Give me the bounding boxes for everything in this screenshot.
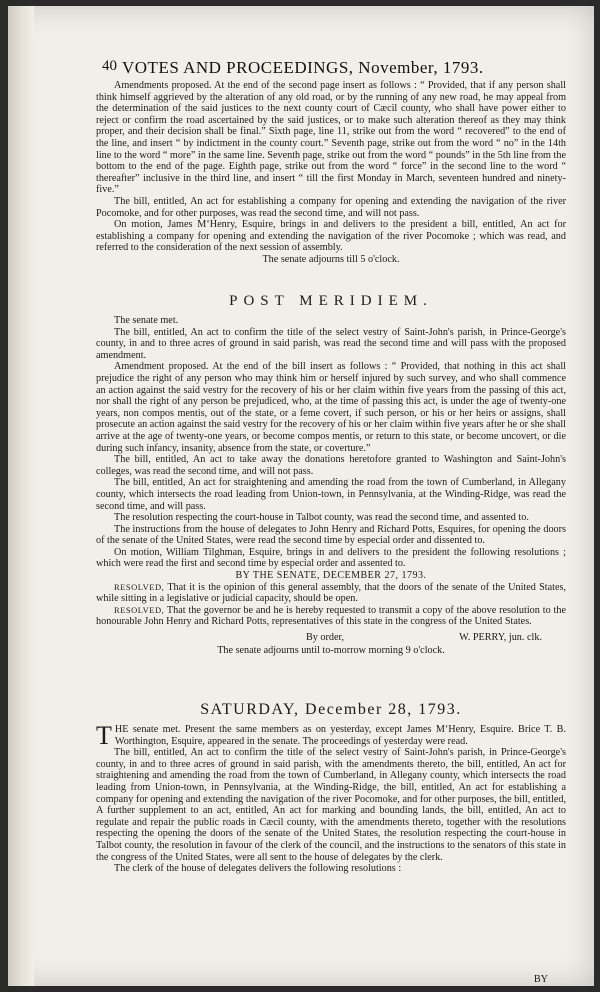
resolution-2 xyxy=(96,605,566,628)
paragraph-amendments: Amendments proposed. At the end of the second page insert as follows : “ Provided, that if any person shall think himself aggrieved by the alteration of any old road, or by the running of any new road, he may appeal from the determination of the said justices to the next county court of Cæcil county, who shall have power either to reject or confirm the road ascertained by the said justices, or to make such alteration thereof as they may think proper, and their decision shall be final.” Sixth page, line 11, strike out from the word “ recovered” to the end of the line, and insert “ by indictment in the county court.” Seventh page, strike out from the word “ no” in the 14th line to the word “ more” in the same line. Seventh page, strike out from the word “ pounds” in the 5th line from the bottom to the end of the page. Eighth page, strike out from the word “ force” in the second line to the word “ thereafter” inclusive in the third line, and insert “ till the first Monday in March, seventeen hundred and ninety-five.” xyxy=(96,80,566,196)
top-section xyxy=(96,80,566,266)
resolution-text: That the governor be and he is hereby requested to transmit a copy of the above resolution to the honourable John Henry and Richard Potts, representatives of this state in the congress of the United States. xyxy=(96,604,566,628)
drop-cap: T xyxy=(96,721,112,750)
pm-section xyxy=(96,315,566,657)
paragraph-instructions: The instructions from the house of delegates to John Henry and Richard Potts, Esquires, for opening the doors of the senate of the United States, were read the second time by especial order and dissented to. xyxy=(96,523,566,547)
resolved-label: RESOLVED, xyxy=(114,581,165,592)
clerk-signature: W. PERRY, jun. clk. xyxy=(459,632,542,644)
resolution-text: That it is the opinion of this general assembly, that the doors of the senate of the United States, while sitting in a legislative or judicial capacity, should be open. xyxy=(96,581,566,605)
signature-line xyxy=(96,632,566,645)
adjourn-notice: The senate adjourns till 5 o'clock. xyxy=(262,253,400,265)
paragraph-pocomoke-bill: The bill, entitled, An act for establishing a company for opening and extending the navigation of the river Pocomoke, and for other purposes, was read the second time, and will not pass. xyxy=(96,195,566,219)
paragraph-vestry-amendment: Amendment proposed. At the end of the bill insert as follows : “ Provided, that nothing in this act shall prejudice the right of any person who may think him or herself injured by such survey, and who shall commence an action against the said vestry for the recovery of his or her claim within five years from the passing of this act, nor shall the right of any person be prejudiced, who, at the time of passing this act, is under the age of twenty-one years, non compos mentis, out of the state, or a feme covert, if such person, or his or her heirs or assigns, shall prosecute an action against the said vestry for the recovery of his or her claim within five years after he or she shall arrive at the age of twenty-one years, or become compos mentis, or return to this state, or become uncovert, or die during such infancy, insanity, absence from the state, or coverture.” xyxy=(96,361,566,454)
adjourn-notice-2: The senate adjourns until to-morrow morning 9 o'clock. xyxy=(217,645,445,657)
paragraph-cumberland-bill: The bill, entitled, An act for straightening and amending the road from the town of Cumberland, in Allegany county, which intersects the road leading from Union-town, in Pennsylvania, at the Winding-Ridge, was read the second time, and will pass. xyxy=(96,477,566,512)
running-head xyxy=(96,58,566,76)
by-the-senate-line: BY THE SENATE, DECEMBER 27, 1793. xyxy=(235,570,427,582)
by-order: By order, xyxy=(306,632,345,644)
paragraph-clerk-delivers: The clerk of the house of delegates delivers the following resolutions : xyxy=(114,863,402,875)
post-meridiem-heading: POST MERIDIEM. xyxy=(229,293,433,309)
binding-gutter xyxy=(8,6,34,986)
saturday-heading: SATURDAY, December 28, 1793. xyxy=(200,701,462,718)
paragraph-mchenry-motion: On motion, James M‘Henry, Esquire, brings in and delivers to the president a bill, entitled, An act for establishing a company for opening and extending the navigation of the river Pocomoke ; which was read, and referred to the consideration of the next session of assembly. xyxy=(96,219,566,254)
saturday-section xyxy=(96,721,566,986)
resolution-1 xyxy=(96,582,566,605)
paragraph-senate-met: The senate met. xyxy=(114,315,179,326)
running-title: VOTES AND PROCEEDINGS, November, 1793. xyxy=(122,58,484,77)
page-number: 40 xyxy=(102,58,117,74)
paragraph-vestry-bill: The bill, entitled, An act to confirm the title of the select vestry of Saint-John's parish, in Prince-George's county, in and to three acres of ground in said parish, was read the second time and will pass with the proposed amendment. xyxy=(96,326,566,361)
catchword: BY xyxy=(533,974,548,986)
paragraph-courthouse-resolution: The resolution respecting the court-house in Talbot county, was read the second time, and assented to. xyxy=(114,512,529,524)
saturday-opening xyxy=(96,721,566,750)
paragraph-bills-sent: The bill, entitled, An act to confirm the title of the select vestry of Saint-John's parish, in Prince-George's county, in and to three acres of ground in said parish, with the amendments thereto, the bill, entitled, An act for straightening and amending the road from the town of Cumberland, in Allegany county, which intersects the road leading from Union-town, in Pennsylvania, at the Winding-Ridge, the bill, entitled, An act for establishing a company for opening and extending the navigation of the river Pocomoke, and for other purposes, the bill, entitled, A further supplement to an act, entitled, An act for marking and bounding lands, the bill, entitled, An act to regulate and repair the public roads in Cæcil county, with the amendments thereto, together with the resolutions respecting the opening the doors of the senate of the United States, the resolution respecting the court-house in Talbot county, the resolution in favour of the clerk of the council, and the instructions to the senators of this state in the congress of the United States, were all sent to the house of delegates by the clerk. xyxy=(96,747,566,863)
resolved-label: RESOLVED, xyxy=(114,604,165,615)
paragraph-colleges-bill: The bill, entitled, An act to take away the donations heretofore granted to Washington and Saint-John's colleges, was read the second time, and will not pass. xyxy=(96,454,566,477)
paragraph-tilghman-motion: On motion, William Tilghman, Esquire, brings in and delivers to the president the following resolutions ; which were read the first and second time by especial order and assented to. xyxy=(96,546,566,570)
saturday-opening-text: HE senate met. Present the same members as on yesterday, except James M‘Henry, Esquire. Brice T. B. Worthington, Esquire, appeared in the senate. The proceedings of yesterday were read. xyxy=(114,724,566,747)
